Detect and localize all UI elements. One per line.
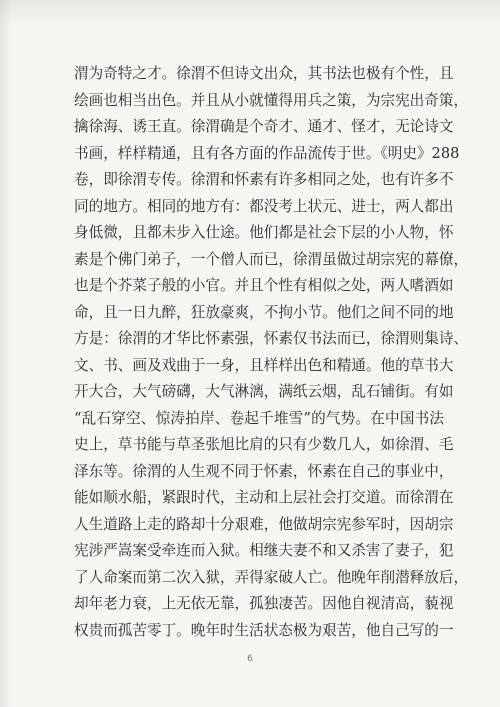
text-line: “乱石穿空、惊涛拍岸、卷起千堆雪”的气势。在中国书法 (74, 409, 444, 427)
text-line: 权贵而孤苦零丁。晚年时生活状态极为艰苦，他自己写的一 (74, 621, 454, 639)
body-text (74, 61, 469, 644)
text-line: 卷，即徐渭专传。徐渭和怀素有许多相同之处，也有许多不 (74, 171, 454, 188)
text-line: 渭为奇特之才。徐渭不但诗文出众，其书法也极有个性，且 (74, 65, 454, 82)
text-line: 身低微，且都未步入仕途。他们都是社会下层的小人物，怀 (74, 224, 454, 241)
scan-shadow-top (0, 0, 500, 26)
text-line: 人生道路上走的路却十分艰难，他做胡宗宪参军时，因胡宗 (74, 515, 454, 533)
text-line: 文、书、画及戏曲于一身，且样样出色和精通。他的草书大 (74, 356, 454, 374)
scan-shadow-left (0, 0, 12, 707)
text-line: 同的地方。相同的地方有：都没考上状元、进士，两人都出 (74, 197, 454, 215)
text-line: 命，且一日九醉，狂放豪爽，不拘小节。他们之间不同的地 (74, 303, 454, 321)
text-line: 了人命案而第二次入狱，弄得家破人亡。他晚年削潜释放后， (74, 568, 469, 586)
text-line: 泽东等。徐渭的人生观不同于怀素，怀素在自己的事业中， (74, 462, 454, 480)
text-line: 素是个佛门弟子，一个僧人而已，徐渭虽做过胡宗宪的幕僚， (74, 250, 469, 268)
text-line: 绘画也相当出色。并且从小就懂得用兵之策，为宗宪出奇策， (74, 91, 469, 109)
page-number: 6 (247, 654, 253, 664)
text-line: 宪涉严嵩案受牵连而入狱。相继夫妻不和又杀害了妻子，犯 (74, 542, 454, 559)
text-line: 却年老力衰，上无依无靠，孤独凄苦。因他自视清高，藐视 (74, 595, 454, 612)
text-line: 擒徐海、诱王直。徐渭确是个奇才、通才、怪才，无论诗文 (74, 118, 454, 135)
text-line: 书画，样样精通，且有各方面的作品流传于世。《明史》288 (74, 144, 460, 162)
text-line: 方是：徐渭的才华比怀素强，怀素仅书法而已，徐渭则集诗、 (74, 330, 469, 347)
text-line: 能如顺水船，紧跟时代，主动和上层社会打交道。而徐渭在 (74, 489, 454, 506)
text-line: 也是个芥菜子般的小官。并且个性有相似之处，两人嗜酒如 (74, 277, 454, 294)
text-line: 史上，草书能与草圣张旭比肩的只有少数几人，如徐渭、毛 (74, 436, 454, 453)
text-line: 开大合，大气磅礴，大气淋漓，满纸云烟，乱石铺街。有如 (74, 383, 454, 400)
